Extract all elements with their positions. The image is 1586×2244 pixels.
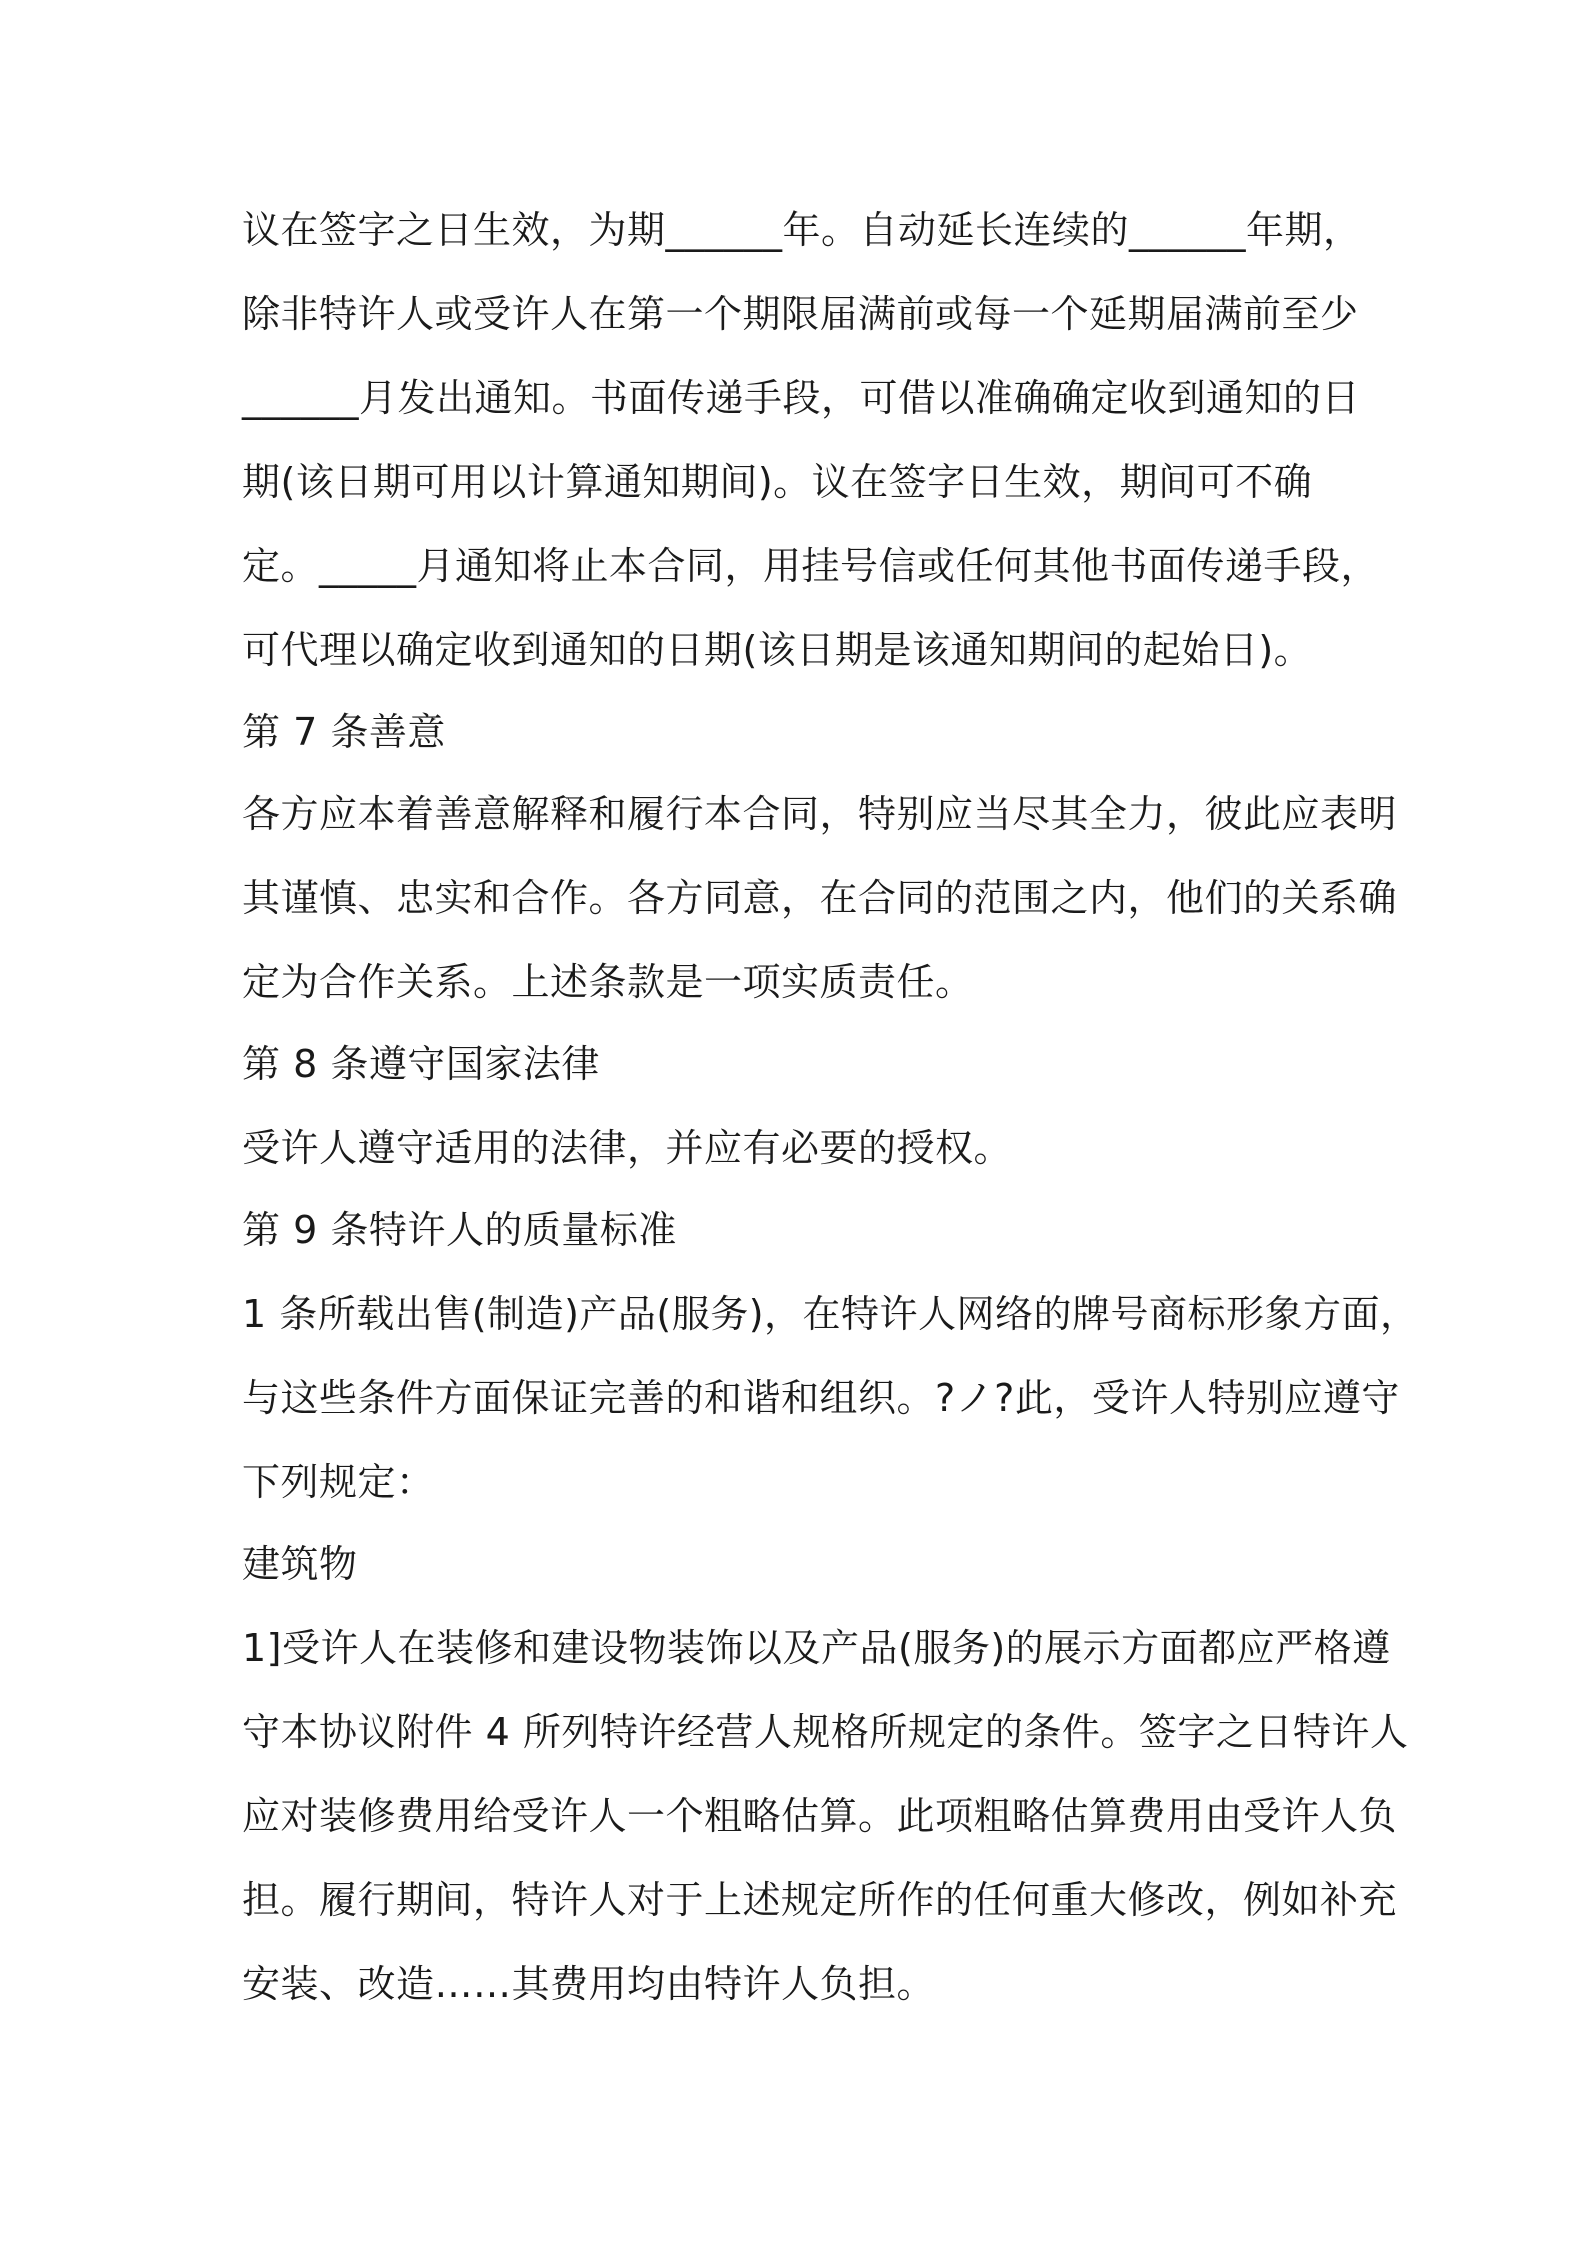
text-line: 与这些条件方面保证完善的和谐和组织。?ノ?此，受许人特别应遵守 (242, 1376, 1400, 1420)
text-line: 其谨慎、忠实和合作。各方同意，在合同的范围之内，他们的关系确 (242, 876, 1398, 920)
text-line: 下列规定： (242, 1460, 435, 1504)
text-line: 除非特许人或受许人在第一个期限届满前或每一个延期届满前至少 (242, 292, 1359, 336)
section-heading: 第 8 条遵守国家法律 (242, 1042, 600, 1086)
text-line: 守本协议附件 4 所列特许经营人规格所规定的条件。签字之日特许人 (242, 1710, 1409, 1754)
section-heading: 第 9 条特许人的质量标准 (242, 1208, 677, 1252)
section-heading: 第 7 条善意 (242, 710, 446, 754)
text-line: ______月发出通知。书面传递手段，可借以准确确定收到通知的日 (242, 376, 1361, 420)
text-line: 受许人遵守适用的法律，并应有必要的授权。 (242, 1126, 1013, 1170)
text-line: 定。_____月通知将止本合同，用挂号信或任何其他书面传递手段， (242, 544, 1380, 588)
text-line: 安装、改造……其费用均由特许人负担。 (242, 1962, 936, 2006)
text-line: 可代理以确定收到通知的日期(该日期是该通知期间的起始日)。 (242, 628, 1313, 672)
text-line: 议在签字之日生效，为期______年。自动延长连续的______年期， (242, 208, 1362, 252)
text-line: 各方应本着善意解释和履行本合同，特别应当尽其全力，彼此应表明 (242, 792, 1398, 836)
text-line: 担。履行期间，特许人对于上述规定所作的任何重大修改，例如补充 (242, 1878, 1398, 1922)
text-line: 期(该日期可用以计算通知期间)。议在签字日生效，期间可不确 (242, 460, 1313, 504)
text-line: 定为合作关系。上述条款是一项实质责任。 (242, 960, 974, 1004)
text-line: 1 条所载出售(制造)产品(服务)，在特许人网络的牌号商标形象方面， (242, 1292, 1419, 1336)
text-line: 应对装修费用给受许人一个粗略估算。此项粗略估算费用由受许人负 (242, 1794, 1398, 1838)
subsection-heading: 建筑物 (242, 1542, 358, 1586)
text-line: 1]受许人在装修和建设物装饰以及产品(服务)的展示方面都应严格遵 (242, 1626, 1391, 1670)
